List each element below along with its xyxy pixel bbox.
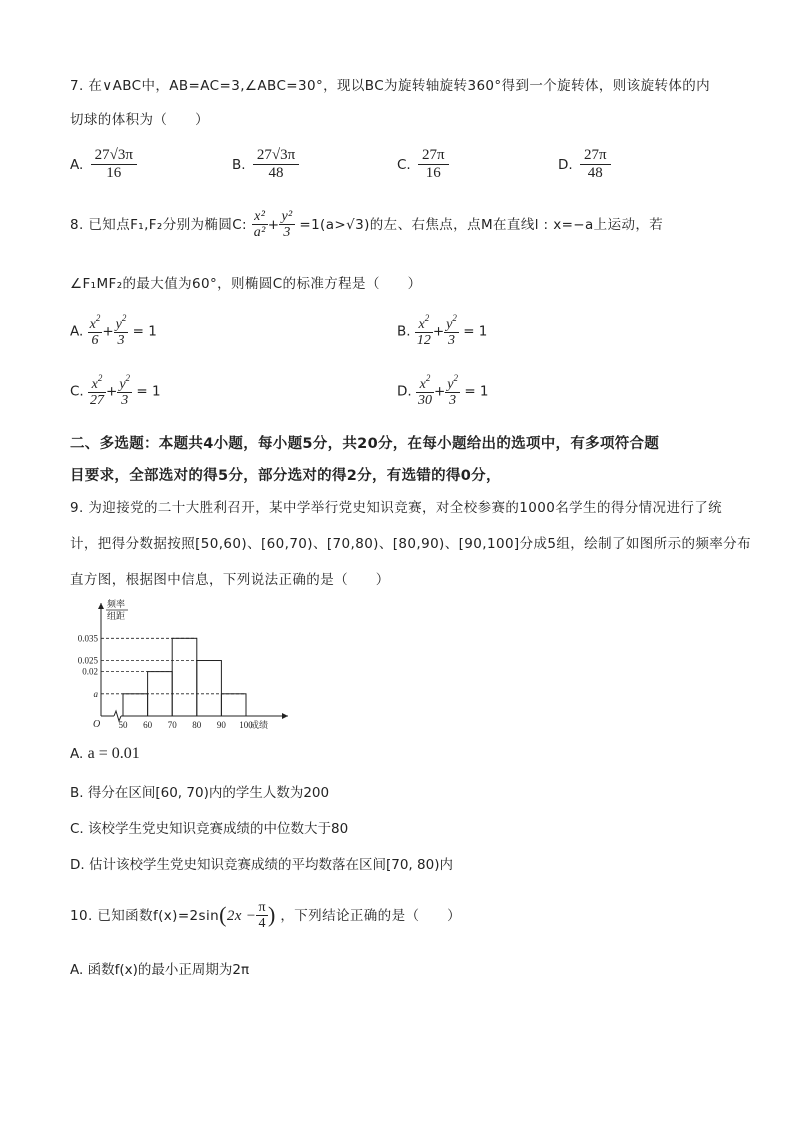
q8-option-a[interactable]: A. $\frac{x^2}{6}$ + $\frac{y^2}{3}$ = 1 — [70, 313, 157, 349]
q7-number: 7. — [70, 78, 84, 94]
y-axis-label-top: 频率 — [107, 600, 126, 610]
y-tick-label: 0.02 — [82, 666, 98, 677]
q8-line1: 8. 已知点F₁,F₂分别为椭圆C: $\frac{\text{x²}}{\text{a²}}$ + $\frac{\text{y²}}{3}$ =1(a>√3)的左、右焦点，点M在直线l : x=−a上运动，若 — [70, 209, 664, 241]
q7-line1 — [70, 74, 710, 94]
y-tick-label: 0.035 — [77, 633, 98, 644]
x-tick-label: 100 — [239, 720, 253, 730]
q10-pi-over-4: $\frac{\pi}{4}$ — [258, 900, 266, 932]
x-tick-label: 70 — [167, 720, 177, 730]
q8-eq-xfrac: $\frac{\text{x²}}{\text{a²}}$ — [253, 209, 266, 241]
q7-line2 — [70, 108, 209, 128]
q9-option-d[interactable]: D. 估计该校学生党史知识竞赛成绩的平均数落在区间[70, 80)内 — [70, 857, 453, 873]
q7-option-c-fraction: $\frac{27\pi}{16}$ — [418, 147, 449, 183]
q9-option-b[interactable]: B. 得分在区间[60, 70)内的学生人数为200 — [70, 785, 330, 801]
q10-option-a[interactable]: A. 函数f(x)的最小正周期为2π — [70, 962, 250, 978]
q8-option-c[interactable]: C. $\frac{x^2}{27}$ + $\frac{y^2}{3}$ = 1 — [70, 373, 161, 409]
x-axis-label: 成绩 — [250, 721, 269, 731]
q9-option-a[interactable]: A. a = 0.01 — [70, 745, 140, 762]
y-axis-label-bottom: 组距 — [107, 612, 126, 622]
q9-text-1: 为迎接党的二十大胜利召开，某中学举行党史知识竞赛，对全校参赛的1000名学生的得分情况进行了统 — [88, 500, 723, 516]
y-tick-label: a — [93, 688, 98, 699]
q10-text-1b: ，下列结论正确的是（ ） — [280, 907, 462, 924]
x-tick-label: 60 — [143, 720, 153, 730]
q8-text-1a: 已知点F₁,F₂分别为椭圆C: — [88, 216, 248, 233]
frequency-histogram — [68, 595, 308, 735]
q8-eq-yfrac: $\frac{\text{y²}}{3}$ — [281, 209, 293, 241]
q9-option-c[interactable]: C. 该校学生党史知识竞赛成绩的中位数大于80 — [70, 821, 349, 837]
origin-label: O — [93, 719, 101, 730]
q8-text-2: ∠F₁MF₂的最大值为60°，则椭圆C的标准方程是（ ） — [70, 276, 422, 292]
q8-text-1b: =1(a>√3)的左、右焦点，点M在直线l : x=−a上运动，若 — [299, 216, 664, 233]
q8-option-d[interactable]: D. $\frac{x^2}{30}$ + $\frac{y^2}{3}$ = 1 — [397, 373, 489, 409]
section2-heading-line1: 二、多选题：本题共4小题，每小题5分，共20分，在每小题给出的选项中，有多项符合题 — [70, 436, 660, 452]
q7-option-d-fraction: $\frac{27\pi}{48}$ — [580, 147, 611, 183]
q7-option-a-fraction: $\frac{27√3\pi}{16}$ — [91, 147, 137, 183]
q10-text-1a: 已知函数f(x)=2sin — [97, 907, 220, 924]
q9-line3: 直方图，根据图中信息，下列说法正确的是（ ） — [70, 572, 390, 588]
q7-option-b-fraction: $\frac{27√3\pi}{48}$ — [253, 147, 299, 183]
q8-number: 8. — [70, 216, 84, 233]
q7-text-1: 在∨ABC中，AB=AC=3,∠ABC=30°，现以BC为旋转轴旋转360°得到一个旋转体，则该旋转体的内 — [88, 78, 711, 94]
q8-option-b[interactable]: B. $\frac{x^2}{12}$ + $\frac{y^2}{3}$ = 1 — [397, 313, 488, 349]
q7-option-b[interactable]: B. $\frac{27√3\pi}{48}$ — [232, 147, 302, 183]
y-tick-label: 0.025 — [77, 655, 98, 666]
q10-number: 10. — [70, 907, 93, 924]
q7-text-2: 切球的体积为（ ） — [70, 112, 209, 128]
histogram-bar — [172, 638, 197, 716]
x-tick-label: 80 — [192, 720, 202, 730]
histogram-bar — [221, 694, 246, 716]
q9-number: 9. — [70, 500, 84, 516]
q9-line2: 计，把得分数据按照[50,60)、[60,70)、[70,80)、[80,90)、[90,100]分成5组，绘制了如图所示的频率分布 — [70, 536, 751, 552]
q10-line1: 10. 已知函数f(x)=2sin(2x − $\frac{\pi}{4}$ ) ，下列结论正确的是（ ） — [70, 900, 462, 932]
q7-option-a[interactable]: A. $\frac{27√3\pi}{16}$ — [70, 147, 140, 183]
q8-line2 — [70, 272, 422, 292]
histogram-bar — [197, 661, 222, 716]
x-tick-label: 50 — [118, 720, 128, 730]
x-tick-label: 90 — [216, 720, 226, 730]
histogram-bar — [123, 694, 148, 716]
q9-line1 — [70, 496, 722, 516]
section2-heading-line2: 目要求，全部选对的得5分，部分选对的得2分，有选错的得0分， — [70, 468, 501, 484]
q7-option-d[interactable]: D. $\frac{27\pi}{48}$ — [558, 147, 614, 183]
q7-option-c[interactable]: C. $\frac{27\pi}{16}$ — [397, 147, 452, 183]
